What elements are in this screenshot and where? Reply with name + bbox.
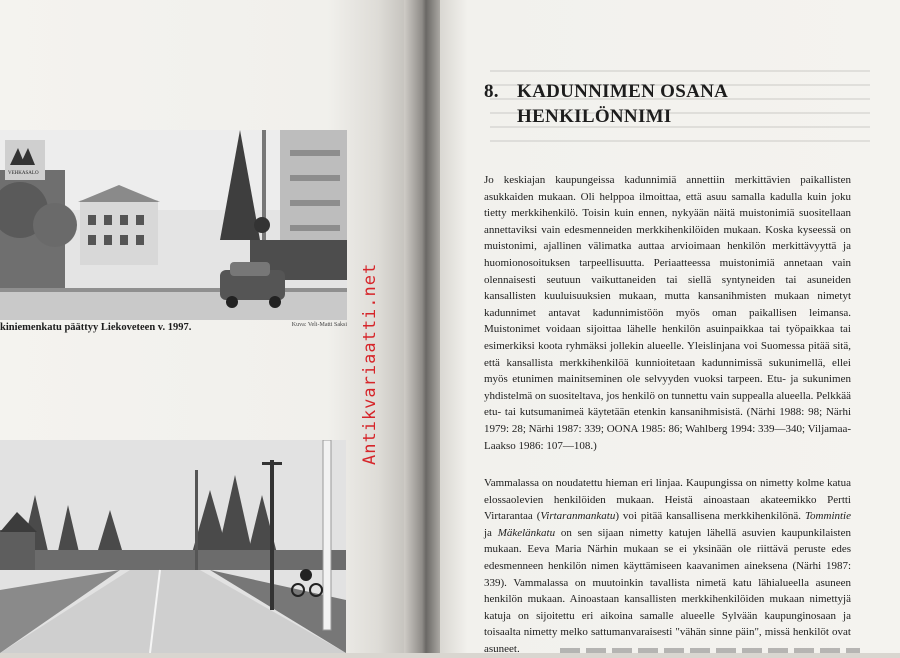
paragraph-2-part-b: ) voi pitää kansallisena merkkihenkilönä. xyxy=(615,510,805,523)
page-bottom-edge xyxy=(560,648,860,653)
street-scene-photo xyxy=(0,130,347,320)
shop-sign-text: VEHKASALO xyxy=(8,171,39,176)
paragraph-1-text: Jo keskiajan kaupungeissa kadunnimiä annettiin merkittävien paikallisten asukkaiden mukaan. Oli helppoa ilmoittaa, että asuu samalla kadulla kuin joku tietty merkkihenkilö. Toisin kuin ennen, nykyään näitä muistonimiä suositellaan annettaviksi vain edesmenneiden merkkihenkilöiden mukaan. Koska kyseessä on muistonimi, ajallinen välimatka auttaa arvioimaan henkilön merkittävyyttä ja huomionosoituksen tarpeellisuutta. Periaatteessa muistonimiä annetaan vain olennaisesti seutuun vaikuttaneiden tai siellä syntyneiden tai asuneiden kansallisten kuuluisuuksien mukaan, mutta kansanihmisten mukaan nimetyt kadunnimet antavat kadunnimistöön myös oman paikallisen leimansa. Muistonimet voidaan sijoittaa lähelle henkilön asuinpaikkaa tai työpaikkaa tai esimerkiksi koota ryhmäksi jollekin alueelle. Yleislinjana voi Suomessa pitää sitä, että kansallista merkkihenkilöä kunnioitetaan kadunnimissä sukunimellä, ellei myös etunimen mainitseminen ole selvyyden vuoksi tarpeen. Etu- ja sukunimen yhdistelmä on suositeltava, jos henkilö on tunnettu vain suppealla alueella. Pelkkää etu- tai kutsumanimeä käytetään etenkin kansanihmisistä. (Närhi 1988: 98; Närhi 1979: 28; Närhi 1987: 339; OONA 1985: 86; Wahlberg 1994: 339—340; Viljamaa-Laakso 1986: 107—108.) xyxy=(484,174,851,452)
caption-text: kiniemenkatu päättyy Liekoveteen v. 1997. xyxy=(0,322,192,333)
paragraph-2-part-c: ja xyxy=(484,526,498,539)
street-name-virtaranmankatu: Virtaranmankatu xyxy=(540,510,616,523)
chapter-title-line2: HENKILÖNNIMI xyxy=(517,106,672,127)
paragraph-2-part-d: on sen sijaan nimetty katujen lähellä asuvien kaupunkilaisten mukaan. Eeva Maria Närhin mukaan se ei yksinään ole riittävä peruste edes edesmenneen henkilön nimen käyttämiseen kaavanimen aineksena (Närhi 1987: 339). Vammalassa on muutoinkin tavallista nimetä katu lähialueella asuneen henkilön mukaan. Ainoastaan kansallisten merkkihenkilöiden mukaan nimettyjä katuja on sijoitettu eri aikoina samalle alueelle Sylvään kaupunginosaan ja toisaalta nimetty melko sattumanvaraisesti "vähän sinne päin", missä henkilöt ovat asuneet. xyxy=(484,526,851,655)
photo-caption xyxy=(0,322,347,336)
watermark: Antikvariaatti.net xyxy=(360,262,380,465)
paragraph-2-text xyxy=(484,475,851,658)
chapter-heading xyxy=(484,79,864,129)
street-name-tommintie: Tommintie xyxy=(804,510,851,523)
paragraph-2 xyxy=(484,475,851,658)
paragraph-1 xyxy=(484,172,851,454)
street-name-makelankatu: Mäkelänkatu xyxy=(497,526,556,539)
book-gutter xyxy=(404,0,444,653)
photo-credit: Kuva: Veli-Matti Saksi xyxy=(291,322,347,328)
road-scene-photo xyxy=(0,440,346,653)
chapter-title-line1: KADUNNIMEN OSANA xyxy=(517,81,729,102)
left-page xyxy=(0,0,420,653)
chapter-number: 8. xyxy=(484,81,499,102)
paragraph-2-part-a: Vammalassa on noudatettu hieman eri linjaa. Kaupungissa on nimetty kolme katua elossaolevien henkilöiden mukaan. Heistä ainoastaan akateemikko Pertti Virtarantaa ( xyxy=(484,477,851,523)
